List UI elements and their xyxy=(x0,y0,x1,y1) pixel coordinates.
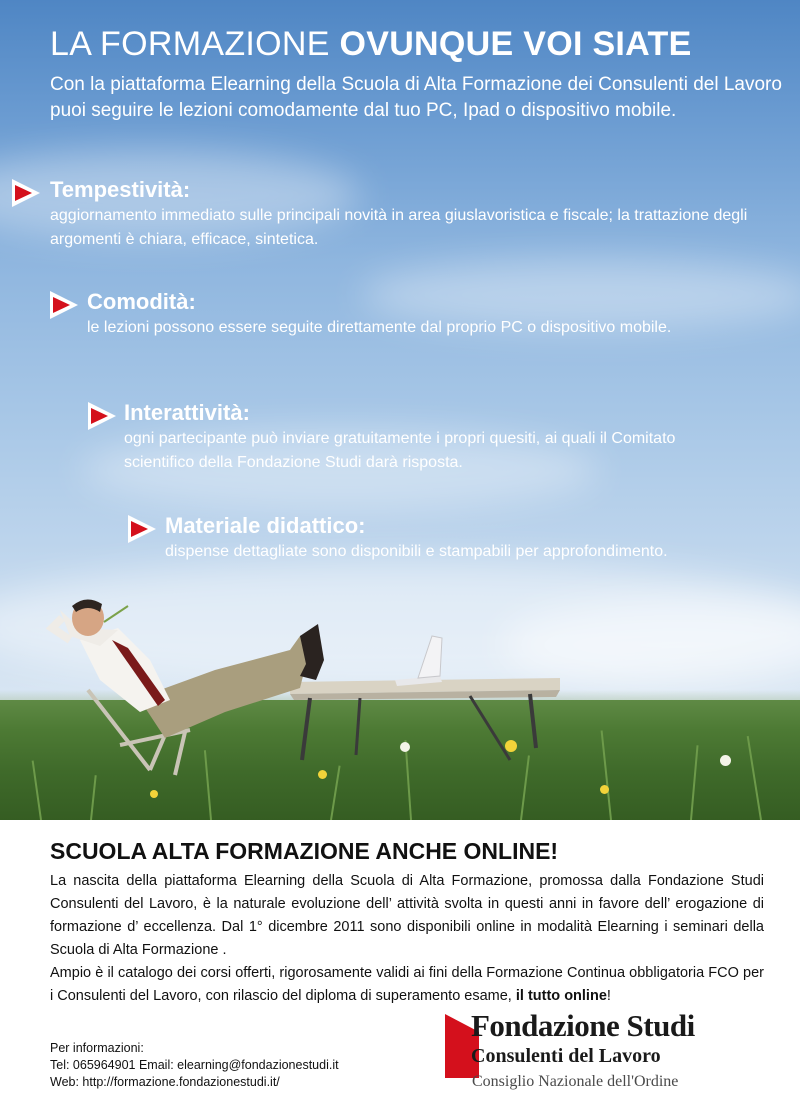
feature-text: le lezioni possono essere seguite direttamente dal proprio PC o dispositivo mobile. xyxy=(87,319,672,336)
red-arrow-icon xyxy=(50,291,78,319)
contact-phone-email[interactable]: Tel: 065964901 Email: elearning@fondazionestudi.it xyxy=(50,1058,339,1072)
feature-materiale-didattico xyxy=(128,512,798,572)
logo-name: Fondazione Studi xyxy=(471,1008,695,1043)
feature-comodita xyxy=(50,288,795,368)
section-title: SCUOLA ALTA FORMAZIONE ANCHE ONLINE! xyxy=(50,838,559,864)
body-paragraph-2 xyxy=(50,962,764,1008)
feature-tempestivita xyxy=(12,176,792,256)
red-arrow-icon xyxy=(12,179,40,207)
logo-tagline: Consiglio Nazionale dell'Ordine xyxy=(472,1073,679,1090)
headline-bold: OVUNQUE VOI SIATE xyxy=(339,25,692,63)
contact-info xyxy=(50,1040,430,1091)
logo-subtitle: Consulenti del Lavoro xyxy=(471,1045,661,1067)
headline xyxy=(50,22,692,66)
feature-text: aggiornamento immediato sulle principali novità in area giuslavoristica e fiscale; la trattazione degli argomenti è chiara, efficace, sintetica. xyxy=(50,207,748,248)
fondazione-studi-logo xyxy=(445,1010,765,1106)
red-arrow-icon xyxy=(88,402,116,430)
headline-regular: LA FORMAZIONE xyxy=(50,25,340,63)
feature-text: dispense dettagliate sono disponibili e stampabili per approfondimento. xyxy=(165,543,668,560)
contact-website[interactable]: Web: http://formazione.fondazionestudi.it/ xyxy=(50,1075,280,1089)
feature-text: ogni partecipante può inviare gratuitamente i propri quesiti, ai quali il Comitato scientifico della Fondazione Studi darà risposta. xyxy=(124,430,676,471)
body-paragraph-1: La nascita della piattaforma Elearning della Scuola di Alta Formazione, promossa dalla Fondazione Studi Consulenti del Lavoro, è la naturale evoluzione dell’ attività svolta in questi anni in favore dell’ erogazione di formazione d’ eccellenza. Dal 1° dicembre 2011 sono disponibili online in modalità Elearning i seminari della Scuola di Alta Formazione . xyxy=(50,873,764,958)
feature-title: Comodità: xyxy=(87,289,196,314)
section-body xyxy=(50,870,764,1008)
feature-title: Interattività: xyxy=(124,400,250,425)
body-paragraph-2-end: ! xyxy=(606,988,611,1004)
body-emphasis: il tutto online xyxy=(515,988,607,1004)
red-arrow-icon xyxy=(128,515,156,543)
man-legs xyxy=(140,624,324,738)
body-paragraph-2-text: Ampio è il catalogo dei corsi offerti, rigorosamente validi ai fini della Formazione Continua obbligatoria FCO per i Consulenti del Lavoro, con rilascio del diploma di superamento esame, xyxy=(50,965,764,1004)
feature-title: Tempestività: xyxy=(50,177,191,202)
feature-title: Materiale didattico: xyxy=(165,513,366,538)
laptop xyxy=(395,636,442,686)
contact-heading: Per informazioni: xyxy=(50,1041,144,1055)
intro-text: Con la piattaforma Elearning della Scuola di Alta Formazione dei Consulenti del Lavoro puoi seguire le lezioni comodamente dal tuo PC, Ipad o dispositivo mobile. xyxy=(50,74,782,121)
feature-interattivita xyxy=(88,399,795,479)
desk xyxy=(290,678,560,760)
